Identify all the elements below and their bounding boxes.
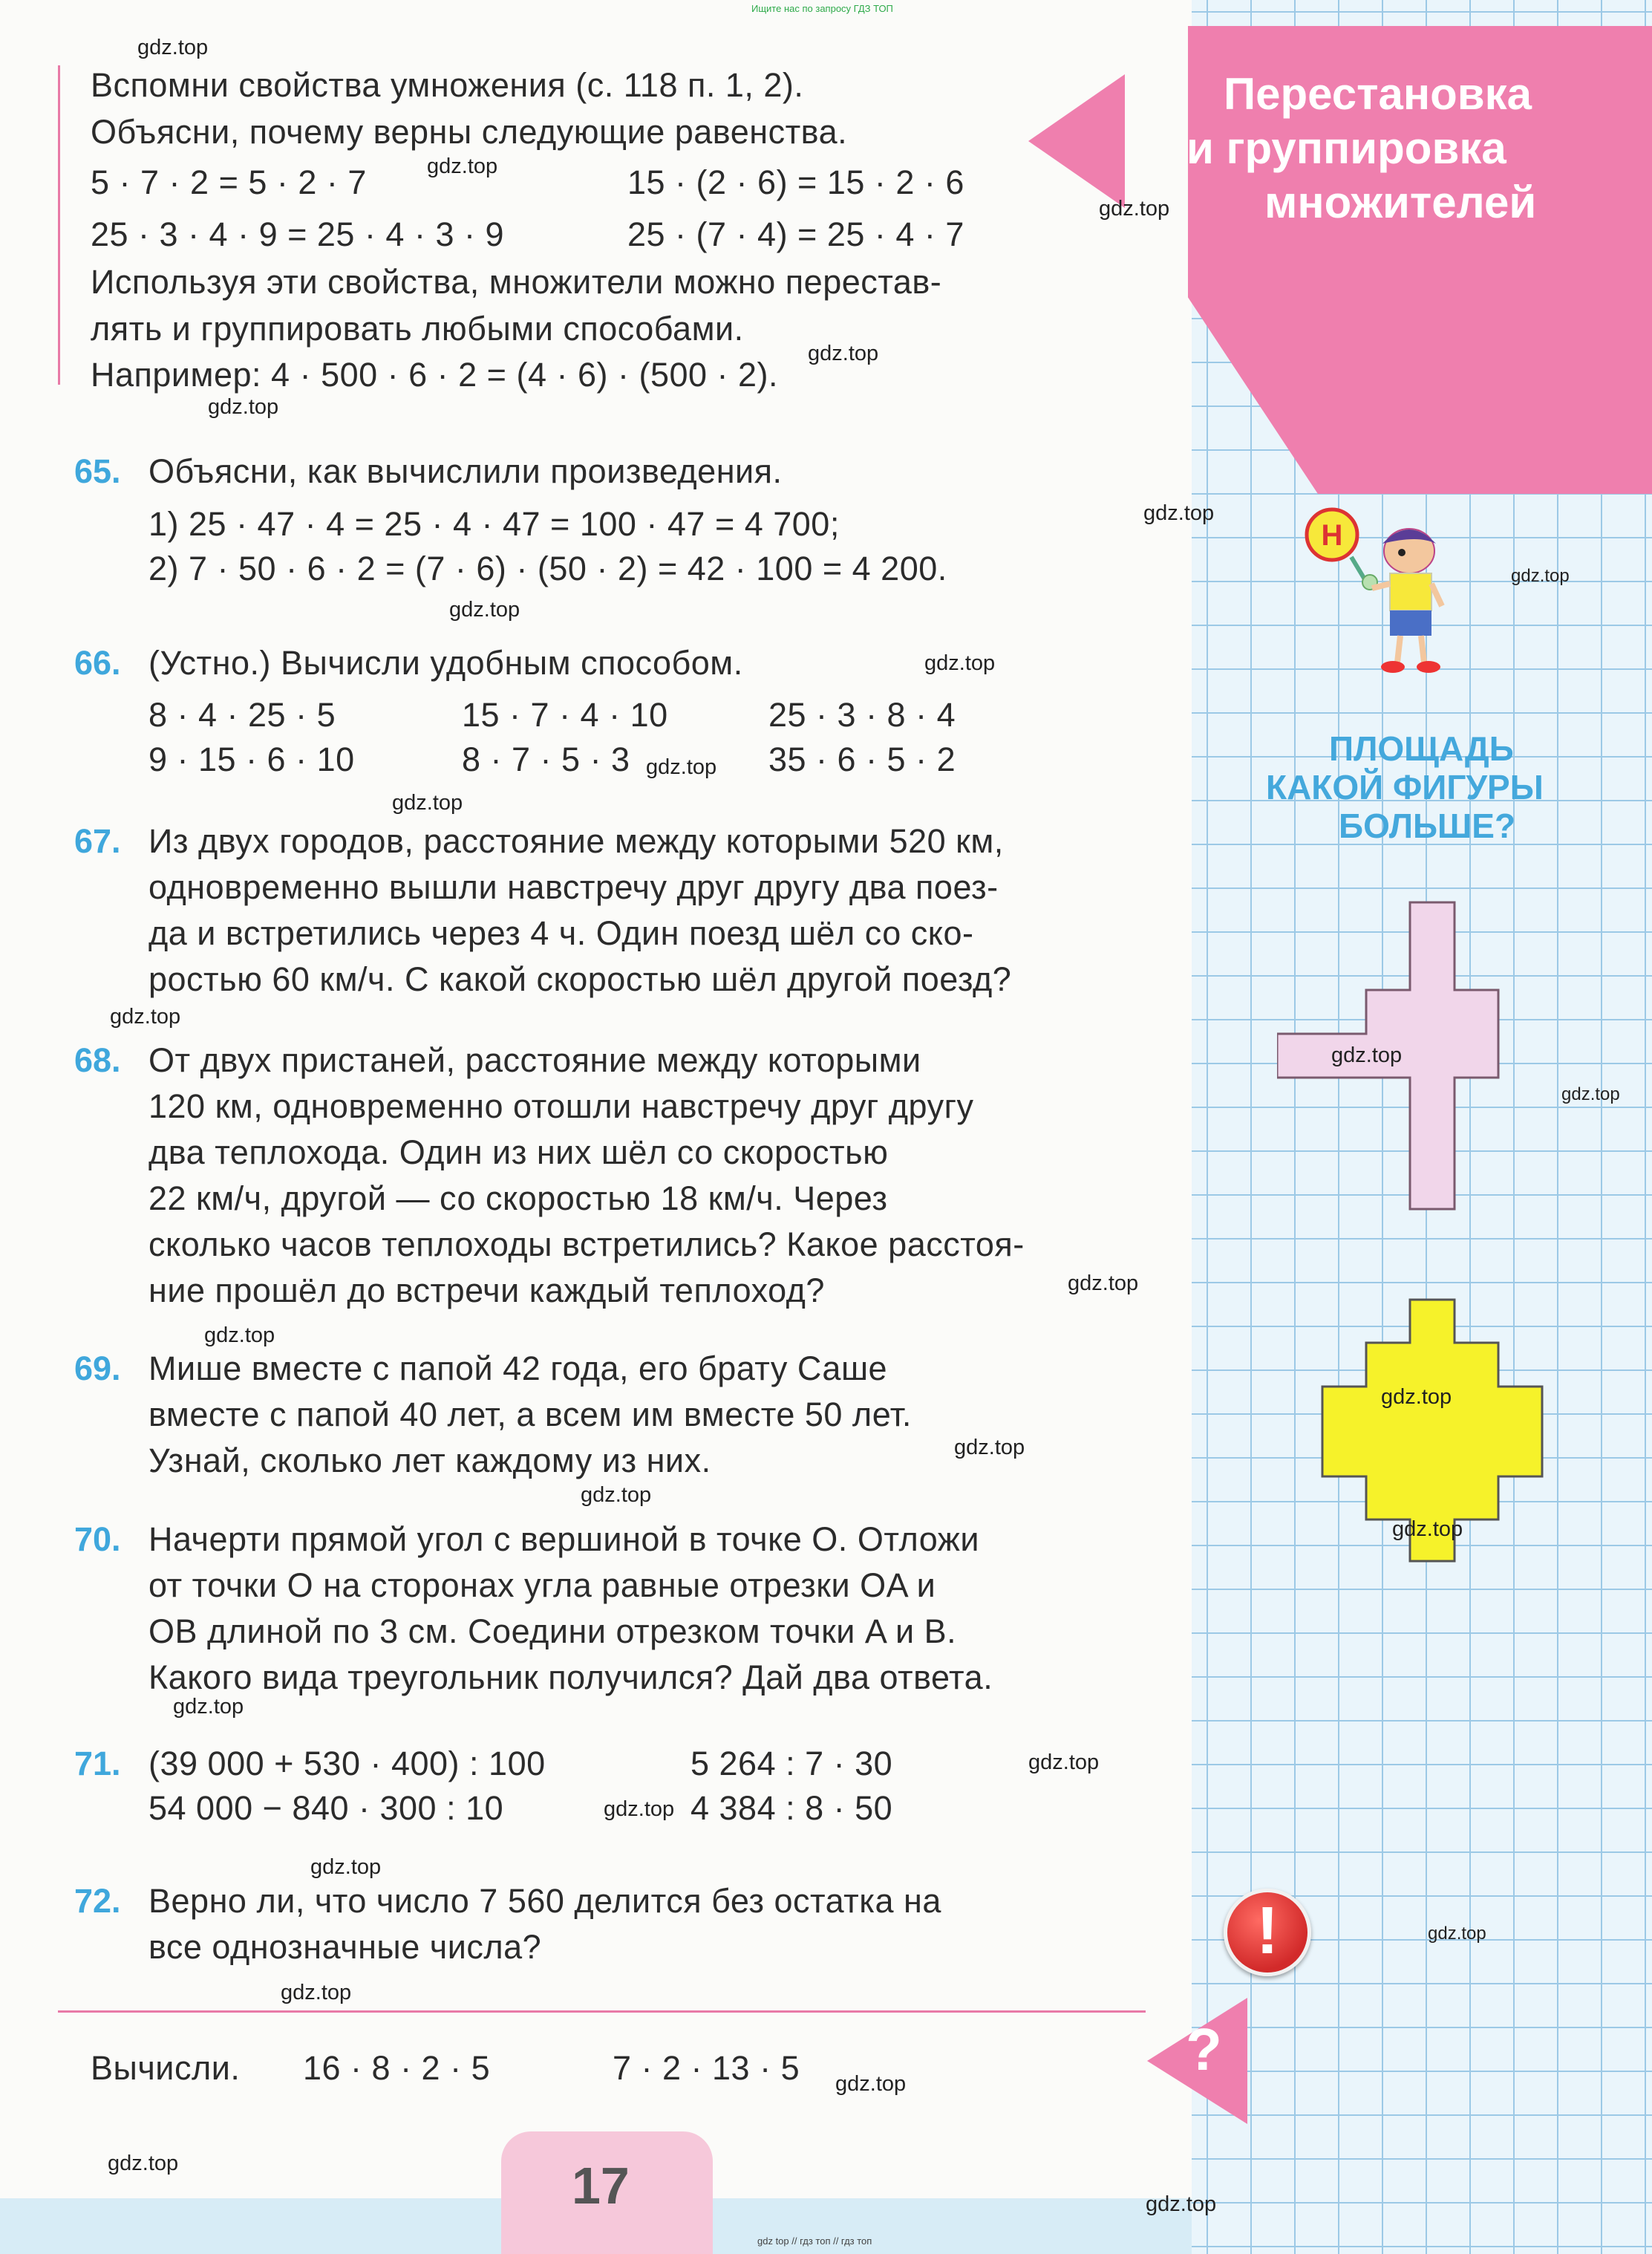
watermark: gdz.top (1392, 1517, 1463, 1541)
task-line: да и встретились через 4 ч. Один поезд шёл со ско- (148, 914, 974, 952)
task-number: 72. (74, 1882, 121, 1920)
badge-letter: Н (1321, 519, 1343, 552)
task-line: одновременно вышли навстречу друг другу два поез- (148, 868, 999, 906)
task-line: Верно ли, что число 7 560 делится без остатка на (148, 1882, 941, 1920)
equality: 25 · 3 · 4 · 9 = 25 · 4 · 3 · 9 (91, 215, 504, 253)
watermark: gdz.top (1028, 1750, 1100, 1774)
intro-margin-bar (58, 65, 60, 385)
task-line: от точки O на сторонах угла равные отрезки OA и (148, 1566, 936, 1604)
task-text: (Устно.) Вычисли удобным способом. (148, 644, 743, 682)
watermark: gdz.top (204, 1323, 275, 1347)
task-line: 22 км/ч, другой — со скоростью 18 км/ч. Через (148, 1179, 888, 1217)
task-line: ростью 60 км/ч. С какой скоростью шёл другой поезд? (148, 960, 1012, 998)
task-line: Узнай, сколько лет каждому из них. (148, 1442, 711, 1479)
task-line: все однозначные числа? (148, 1928, 542, 1966)
equality: 25 · (7 · 4) = 25 · 4 · 7 (627, 215, 964, 253)
watermark: gdz.top (427, 154, 498, 178)
watermark: gdz.top (924, 651, 996, 675)
task-text: Объясни, как вычислили произведения. (148, 452, 783, 490)
watermark: gdz.top (581, 1483, 652, 1507)
banner-pointer (1028, 74, 1125, 208)
task-line: OB длиной по 3 см. Соедини отрезком точки A и B. (148, 1612, 957, 1650)
watermark: gdz.top (1381, 1385, 1452, 1409)
watermark: gdz.top (1428, 1924, 1486, 1944)
bottom-expression: 16 · 8 · 2 · 5 (303, 2049, 491, 2087)
task-number: 71. (74, 1745, 121, 1782)
watermark: gdz.top (1068, 1271, 1139, 1295)
task-cell: 35 · 6 · 5 · 2 (768, 740, 956, 778)
watermark: gdz.top (281, 1981, 352, 2004)
watermark: gdz.top (110, 1005, 181, 1029)
task-cell: 15 · 7 · 4 · 10 (462, 696, 668, 734)
question-line: КАКОЙ ФИГУРЫ (1266, 768, 1544, 807)
watermark: gdz.top (310, 1855, 382, 1879)
task-cell: 8 · 7 · 5 · 3 (462, 740, 630, 778)
watermark: gdz.top (604, 1797, 675, 1821)
watermark: gdz.top (1143, 501, 1215, 525)
intro-line: лять и группировать любыми способами. (91, 310, 744, 348)
task-number: 65. (74, 452, 121, 490)
watermark: gdz.top (173, 1695, 244, 1719)
equality: 5 · 7 · 2 = 5 · 2 · 7 (91, 163, 367, 201)
task-line: Мише вместе с папой 42 года, его брату Саше (148, 1349, 888, 1387)
question-mark-icon: ? (1186, 2016, 1222, 2082)
task-item: 1) 25 · 47 · 4 = 25 · 4 · 47 = 100 · 47 = 4 700; (148, 505, 840, 543)
page-number: 17 (572, 2157, 630, 2215)
task-line: вместе с папой 40 лет, а всем им вместе 50 лет. (148, 1395, 912, 1433)
watermark: gdz.top (646, 755, 717, 779)
watermark: gdz.top (449, 598, 520, 622)
watermark: gdz.top (1099, 197, 1170, 221)
page-title-line-3: множителей (1264, 177, 1537, 227)
intro-line: Используя эти свойства, множители можно перестав- (91, 263, 942, 301)
task-cell: 5 264 : 7 · 30 (690, 1745, 893, 1782)
task-cell: 54 000 − 840 · 300 : 10 (148, 1789, 504, 1827)
task-number: 68. (74, 1041, 121, 1079)
separator-line (58, 2010, 1146, 2013)
bottom-label: Вычисли. (91, 2049, 241, 2087)
watermark: gdz.top (137, 36, 209, 59)
task-line: Начерти прямой угол с вершиной в точке O. Отложи (148, 1520, 979, 1558)
task-cell: 8 · 4 · 25 · 5 (148, 696, 336, 734)
task-number: 67. (74, 822, 121, 860)
watermark: gdz.top (835, 2072, 907, 2096)
exclamation-icon: ! (1224, 1889, 1311, 1976)
task-line: ние прошёл до встречи каждый теплоход? (148, 1271, 825, 1309)
watermark: gdz.top (1331, 1043, 1403, 1067)
task-number: 66. (74, 644, 121, 682)
task-line: сколько часов теплоходы встретились? Какое расстоя- (148, 1225, 1025, 1263)
watermark: gdz.top (392, 791, 463, 815)
task-line: Какого вида треугольник получился? Дай два ответа. (148, 1658, 993, 1696)
task-line: Из двух городов, расстояние между которыми 520 км, (148, 822, 1004, 860)
compare-shapes (1277, 891, 1604, 1574)
page-title-line-1: Перестановка (1224, 69, 1532, 119)
watermark: gdz.top (1146, 2192, 1217, 2216)
task-cell: (39 000 + 530 · 400) : 100 (148, 1745, 546, 1782)
watermark: gdz.top (1511, 566, 1570, 586)
task-number: 69. (74, 1349, 121, 1387)
top-note: Ищите нас по запросу ГДЗ ТОП (751, 3, 893, 14)
watermark: gdz.top (954, 1436, 1025, 1459)
character-illustration (1299, 505, 1463, 683)
task-line: От двух пристаней, расстояние между которыми (148, 1041, 921, 1079)
intro-line: Например: 4 · 500 · 6 · 2 = (4 · 6) · (500 · 2). (91, 356, 779, 394)
task-number: 70. (74, 1520, 121, 1558)
task-cell: 4 384 : 8 · 50 (690, 1789, 893, 1827)
watermark: gdz.top (808, 342, 879, 365)
task-line: 120 км, одновременно отошли навстречу друг другу (148, 1087, 974, 1125)
intro-line: Объясни, почему верны следующие равенства. (91, 113, 848, 151)
task-cell: 25 · 3 · 8 · 4 (768, 696, 956, 734)
footer-note: gdz top // гдз топ // гдз топ (757, 2235, 872, 2247)
equality: 15 · (2 · 6) = 15 · 2 · 6 (627, 163, 964, 201)
task-line: два теплохода. Один из них шёл со скоростью (148, 1133, 889, 1171)
bottom-expression: 7 · 2 · 13 · 5 (613, 2049, 800, 2087)
intro-line: Вспомни свойства умножения (с. 118 п. 1, 2). (91, 66, 804, 104)
watermark: gdz.top (108, 2152, 179, 2175)
watermark: gdz.top (208, 395, 279, 419)
question-line: ПЛОЩАДЬ (1329, 729, 1514, 768)
question-line: БОЛЬШЕ? (1339, 807, 1516, 845)
task-item: 2) 7 · 50 · 6 · 2 = (7 · 6) · (50 · 2) = 42 · 100 = 4 200. (148, 550, 947, 587)
task-cell: 9 · 15 · 6 · 10 (148, 740, 355, 778)
page-title-line-2: и группировка (1186, 123, 1506, 173)
watermark: gdz.top (1561, 1084, 1620, 1104)
